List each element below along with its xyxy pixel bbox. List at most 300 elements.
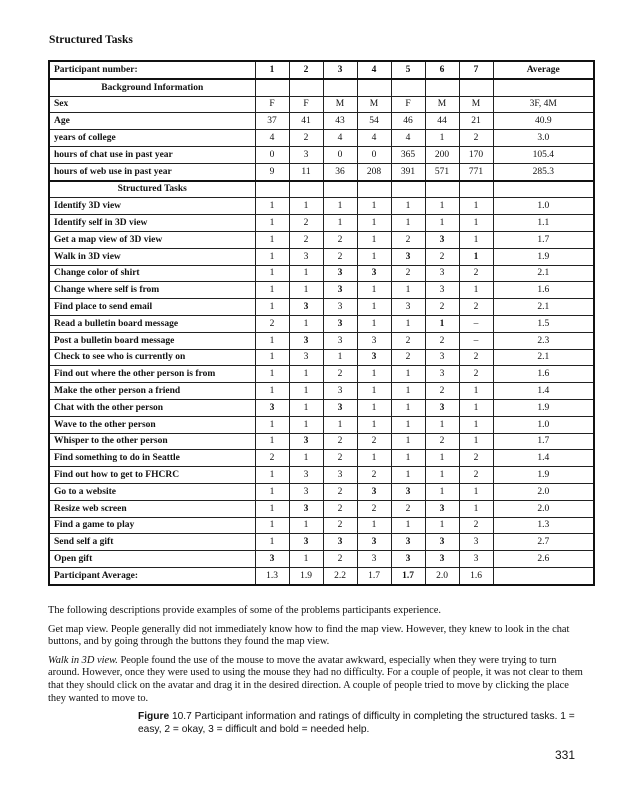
rating-cell: 3: [289, 248, 323, 265]
rating-cell: 1: [357, 416, 391, 433]
rating-cell: 3: [425, 349, 459, 366]
rating-cell: 1: [289, 383, 323, 400]
rating-cell: M: [323, 96, 357, 113]
rating-cell: 3: [289, 467, 323, 484]
rating-cell: 2: [391, 265, 425, 282]
rating-cell: 3: [357, 534, 391, 551]
row-label: Walk in 3D view: [49, 248, 255, 265]
table-row: [49, 96, 594, 113]
empty-cell: [357, 181, 391, 198]
rating-cell: 2: [391, 231, 425, 248]
rating-cell: 1: [391, 198, 425, 215]
rating-cell: 1: [391, 450, 425, 467]
participant-average-value: 1.7: [357, 567, 391, 584]
participant-average-row: [49, 567, 594, 584]
participant-number-label: Participant number:: [49, 61, 255, 79]
row-label: Whisper to the other person: [49, 433, 255, 450]
table-row: [49, 349, 594, 366]
table-row: [49, 416, 594, 433]
rating-cell: 1: [391, 399, 425, 416]
table-row: [49, 534, 594, 551]
rating-cell: 1: [357, 450, 391, 467]
rating-cell: 2: [323, 248, 357, 265]
rating-cell: 1: [459, 433, 493, 450]
rating-cell: 3: [323, 265, 357, 282]
row-label: Change where self is from: [49, 282, 255, 299]
participant-number-6: 6: [425, 61, 459, 79]
rating-cell: 2: [425, 383, 459, 400]
rating-cell: 3: [255, 399, 289, 416]
rating-cell: 1: [289, 416, 323, 433]
row-label: Wave to the other person: [49, 416, 255, 433]
row-average: 105.4: [493, 146, 594, 163]
rating-cell: 2: [459, 265, 493, 282]
row-average: 1.6: [493, 366, 594, 383]
rating-cell: 2: [323, 450, 357, 467]
rating-cell: 1: [425, 416, 459, 433]
row-average: 2.1: [493, 349, 594, 366]
rating-cell: 2: [459, 450, 493, 467]
rating-cell: 1: [391, 467, 425, 484]
rating-cell: 1: [323, 349, 357, 366]
rating-cell: 3: [289, 534, 323, 551]
participant-number-2: 2: [289, 61, 323, 79]
rating-cell: 2: [323, 500, 357, 517]
rating-cell: 4: [357, 130, 391, 147]
rating-cell: 3: [391, 551, 425, 568]
figure-caption-text: 10.7 Participant information and ratings of difficulty in completing the structured tasks. 1 = easy, 2 = okay, 3 = difficult and bold = needed help.: [138, 711, 575, 735]
row-average: 1.9: [493, 248, 594, 265]
rating-cell: 1: [289, 198, 323, 215]
rating-cell: 1: [323, 215, 357, 232]
rating-cell: 1: [255, 366, 289, 383]
rating-cell: 1: [323, 198, 357, 215]
rating-cell: 4: [391, 130, 425, 147]
body-text: [48, 605, 588, 705]
row-label: Make the other person a friend: [49, 383, 255, 400]
empty-cell: [493, 181, 594, 198]
rating-cell: 1: [289, 315, 323, 332]
rating-cell: 2: [323, 231, 357, 248]
row-average: 1.4: [493, 450, 594, 467]
rating-cell: 2: [255, 450, 289, 467]
table-row: [49, 483, 594, 500]
empty-cell: [425, 181, 459, 198]
row-label: hours of web use in past year: [49, 163, 255, 180]
row-label: Identify 3D view: [49, 198, 255, 215]
rating-cell: 9: [255, 163, 289, 180]
row-label: Find something to do in Seattle: [49, 450, 255, 467]
rating-cell: 1: [357, 299, 391, 316]
empty-cell: [255, 79, 289, 96]
rating-cell: 1: [255, 265, 289, 282]
rating-cell: 571: [425, 163, 459, 180]
rating-cell: 2: [289, 231, 323, 248]
table-row: [49, 146, 594, 163]
rating-cell: 2: [357, 500, 391, 517]
walk-3d-text: People found the use of the mouse to move the avatar awkward, especially when they were trying to turn around. However, once they were used to using the mouse they had no difficulty. For a couple of people, it was not clear to them that they should click on the avatar and drag it in the desired direction. A couple of people tried to move by clicking the place they wanted to move to.: [48, 654, 583, 704]
rating-cell: –: [459, 332, 493, 349]
rating-cell: 1: [459, 483, 493, 500]
row-label: years of college: [49, 130, 255, 147]
rating-cell: 1: [357, 366, 391, 383]
rating-cell: 1: [255, 517, 289, 534]
rating-cell: 3: [425, 500, 459, 517]
rating-cell: 1: [459, 198, 493, 215]
rating-cell: 2: [425, 248, 459, 265]
rating-cell: 3: [289, 500, 323, 517]
walk-3d-lead: Walk in 3D view.: [48, 654, 118, 666]
rating-cell: 44: [425, 113, 459, 130]
empty-cell: [289, 181, 323, 198]
rating-cell: 3: [459, 534, 493, 551]
rating-cell: 4: [323, 130, 357, 147]
rating-cell: 1: [357, 231, 391, 248]
rating-cell: 1: [255, 349, 289, 366]
row-average: 1.9: [493, 399, 594, 416]
empty-cell: [255, 181, 289, 198]
structured-tasks-heading: Structured Tasks: [49, 181, 255, 198]
rating-cell: 1: [391, 383, 425, 400]
row-average: 2.1: [493, 299, 594, 316]
table-row: [49, 332, 594, 349]
rating-cell: 1: [391, 416, 425, 433]
rating-cell: 3: [357, 349, 391, 366]
rating-cell: 1: [255, 299, 289, 316]
participant-header-row: [49, 61, 594, 79]
rating-cell: 3: [323, 399, 357, 416]
row-average: 1.7: [493, 433, 594, 450]
rating-cell: 1: [425, 130, 459, 147]
rating-cell: 2: [459, 130, 493, 147]
row-average: 285.3: [493, 163, 594, 180]
row-label: Change color of shirt: [49, 265, 255, 282]
rating-cell: 3: [323, 332, 357, 349]
rating-cell: 1: [425, 517, 459, 534]
rating-cell: 36: [323, 163, 357, 180]
row-average: 3F, 4M: [493, 96, 594, 113]
rating-cell: M: [357, 96, 391, 113]
rating-cell: 2: [391, 500, 425, 517]
table-row: [49, 198, 594, 215]
row-average: 2.3: [493, 332, 594, 349]
rating-cell: 3: [425, 551, 459, 568]
participant-average-value: 1.7: [391, 567, 425, 584]
rating-cell: 2: [323, 483, 357, 500]
figure-label: Figure: [138, 711, 170, 722]
empty-cell: [289, 79, 323, 96]
table-row: [49, 231, 594, 248]
rating-cell: 1: [255, 383, 289, 400]
rating-cell: 1: [255, 332, 289, 349]
participant-average-value: 1.3: [255, 567, 289, 584]
empty-cell: [323, 181, 357, 198]
rating-cell: 1: [289, 450, 323, 467]
rating-cell: 1: [425, 315, 459, 332]
table-row: [49, 467, 594, 484]
rating-cell: 1: [459, 215, 493, 232]
rating-cell: 43: [323, 113, 357, 130]
rating-cell: 1: [323, 416, 357, 433]
rating-cell: 2: [459, 366, 493, 383]
rating-cell: 1: [425, 450, 459, 467]
rating-cell: 2: [459, 517, 493, 534]
rating-cell: 1: [425, 198, 459, 215]
table-row: [49, 299, 594, 316]
intro-paragraph: The following descriptions provide examples of some of the problems participants experience.: [48, 605, 441, 616]
empty-cell: [391, 181, 425, 198]
rating-cell: 365: [391, 146, 425, 163]
row-average: 2.0: [493, 500, 594, 517]
rating-cell: 1: [255, 467, 289, 484]
row-average: 1.0: [493, 416, 594, 433]
rating-cell: 1: [289, 517, 323, 534]
rating-cell: 21: [459, 113, 493, 130]
row-average: 2.7: [493, 534, 594, 551]
rating-cell: 3: [323, 383, 357, 400]
row-label: Chat with the other person: [49, 399, 255, 416]
rating-cell: F: [391, 96, 425, 113]
rating-cell: 1: [255, 500, 289, 517]
participant-number-1: 1: [255, 61, 289, 79]
rating-cell: 1: [391, 366, 425, 383]
rating-cell: 1: [255, 198, 289, 215]
rating-cell: 37: [255, 113, 289, 130]
rating-cell: 54: [357, 113, 391, 130]
rating-cell: M: [425, 96, 459, 113]
walk-3d-paragraph: [48, 655, 588, 705]
rating-cell: 1: [459, 282, 493, 299]
rating-cell: M: [459, 96, 493, 113]
rating-cell: F: [255, 96, 289, 113]
table-row: [49, 282, 594, 299]
rating-cell: 1: [459, 383, 493, 400]
row-average: 1.5: [493, 315, 594, 332]
table-row: [49, 315, 594, 332]
row-average: 40.9: [493, 113, 594, 130]
rating-cell: 1: [255, 248, 289, 265]
rating-cell: 1: [459, 500, 493, 517]
rating-cell: 1: [255, 416, 289, 433]
rating-cell: 3: [323, 467, 357, 484]
rating-cell: 2: [323, 517, 357, 534]
rating-cell: 1: [357, 282, 391, 299]
table-row: [49, 215, 594, 232]
rating-cell: 3: [425, 534, 459, 551]
table-row: [49, 248, 594, 265]
rating-cell: 3: [323, 299, 357, 316]
participant-number-5: 5: [391, 61, 425, 79]
rating-cell: 1: [289, 399, 323, 416]
rating-cell: 170: [459, 146, 493, 163]
rating-cell: 1: [289, 282, 323, 299]
table-row: [49, 500, 594, 517]
rating-cell: 1: [357, 315, 391, 332]
rating-cell: 1: [255, 231, 289, 248]
rating-cell: 11: [289, 163, 323, 180]
rating-cell: –: [459, 315, 493, 332]
table-row: [49, 399, 594, 416]
participant-average-value: 2.2: [323, 567, 357, 584]
row-label: Go to a website: [49, 483, 255, 500]
participant-average-value: 2.0: [425, 567, 459, 584]
rating-cell: 46: [391, 113, 425, 130]
rating-cell: 1: [289, 366, 323, 383]
rating-cell: 1: [289, 265, 323, 282]
row-label: Send self a gift: [49, 534, 255, 551]
rating-cell: 3: [357, 332, 391, 349]
rating-cell: 1: [391, 517, 425, 534]
rating-cell: 3: [323, 282, 357, 299]
rating-cell: 4: [255, 130, 289, 147]
rating-cell: 3: [289, 483, 323, 500]
rating-cell: 3: [323, 315, 357, 332]
rating-cell: 1: [459, 231, 493, 248]
row-average: 2.6: [493, 551, 594, 568]
rating-cell: 1: [357, 383, 391, 400]
participant-number-7: 7: [459, 61, 493, 79]
empty-cell: [391, 79, 425, 96]
row-label: Find place to send email: [49, 299, 255, 316]
background-information-heading: Background Information: [49, 79, 255, 96]
rating-cell: 3: [459, 551, 493, 568]
table-row: [49, 551, 594, 568]
rating-cell: 2: [289, 215, 323, 232]
rating-cell: 3: [357, 551, 391, 568]
rating-cell: 1: [391, 315, 425, 332]
rating-cell: 1: [425, 215, 459, 232]
row-average: 1.6: [493, 282, 594, 299]
rating-cell: 1: [255, 215, 289, 232]
participant-average-value: 1.6: [459, 567, 493, 584]
rating-cell: 2: [391, 332, 425, 349]
rating-cell: 1: [357, 198, 391, 215]
rating-cell: 1: [357, 248, 391, 265]
rating-cell: 1: [255, 433, 289, 450]
rating-cell: 3: [289, 299, 323, 316]
empty-cell: [425, 79, 459, 96]
row-label: Age: [49, 113, 255, 130]
map-view-text: People generally did not immediately know how to find the map view. However, they knew to look in the chat buttons, and by going through the buttons they found the map view.: [48, 623, 570, 648]
rating-cell: 2: [323, 551, 357, 568]
rating-cell: 1: [425, 467, 459, 484]
structured-tasks-heading-row: [49, 181, 594, 198]
rating-cell: 1: [459, 416, 493, 433]
page-number: 331: [555, 748, 576, 762]
row-label: Check to see who is currently on: [49, 349, 255, 366]
rating-cell: 1: [255, 534, 289, 551]
rating-cell: 3: [289, 433, 323, 450]
rating-cell: 3: [357, 483, 391, 500]
participant-number-3: 3: [323, 61, 357, 79]
table-row: [49, 130, 594, 147]
rating-cell: 1: [357, 399, 391, 416]
rating-cell: 3: [357, 265, 391, 282]
rating-cell: 771: [459, 163, 493, 180]
rating-cell: 2: [323, 433, 357, 450]
rating-cell: 391: [391, 163, 425, 180]
rating-cell: 2: [459, 349, 493, 366]
table-row: [49, 113, 594, 130]
background-information-heading-row: [49, 79, 594, 96]
rating-cell: 3: [425, 366, 459, 383]
table-row: [49, 265, 594, 282]
row-label: Find out how to get to FHCRC: [49, 467, 255, 484]
rating-cell: 1: [425, 483, 459, 500]
empty-cell: [323, 79, 357, 96]
rating-cell: 2: [289, 130, 323, 147]
rating-cell: 3: [323, 534, 357, 551]
row-average: 1.9: [493, 467, 594, 484]
rating-cell: 2: [459, 467, 493, 484]
empty-cell: [357, 79, 391, 96]
rating-cell: 2: [357, 433, 391, 450]
rating-cell: 2: [425, 299, 459, 316]
table-row: [49, 517, 594, 534]
rating-cell: 3: [289, 349, 323, 366]
rating-cell: F: [289, 96, 323, 113]
structured-tasks-table: [48, 60, 595, 586]
rating-cell: 3: [425, 399, 459, 416]
empty-cell: [459, 79, 493, 96]
rating-cell: 1: [459, 248, 493, 265]
map-view-paragraph: [48, 624, 588, 649]
row-label: hours of chat use in past year: [49, 146, 255, 163]
rating-cell: 3: [289, 332, 323, 349]
rating-cell: 2: [391, 349, 425, 366]
rating-cell: 3: [391, 248, 425, 265]
participant-average-value: 1.9: [289, 567, 323, 584]
row-label: Sex: [49, 96, 255, 113]
participant-number-4: 4: [357, 61, 391, 79]
rating-cell: 0: [357, 146, 391, 163]
rating-cell: 3: [425, 231, 459, 248]
rating-cell: 1: [255, 483, 289, 500]
row-label: Open gift: [49, 551, 255, 568]
rating-cell: 0: [323, 146, 357, 163]
rating-cell: 3: [391, 483, 425, 500]
row-average: 1.3: [493, 517, 594, 534]
table-row: [49, 163, 594, 180]
rating-cell: 3: [425, 282, 459, 299]
rating-cell: 1: [357, 215, 391, 232]
rating-cell: 0: [255, 146, 289, 163]
empty-cell: [493, 79, 594, 96]
row-label: Find out where the other person is from: [49, 366, 255, 383]
table-row: [49, 450, 594, 467]
page-header-title: Structured Tasks: [49, 34, 133, 46]
rating-cell: 2: [459, 299, 493, 316]
row-average: 2.0: [493, 483, 594, 500]
row-average: 2.1: [493, 265, 594, 282]
row-label: Resize web screen: [49, 500, 255, 517]
rating-cell: 200: [425, 146, 459, 163]
participant-average-label: Participant Average:: [49, 567, 255, 584]
rating-cell: 1: [255, 282, 289, 299]
rating-cell: 41: [289, 113, 323, 130]
row-average: 3.0: [493, 130, 594, 147]
rating-cell: 1: [391, 433, 425, 450]
row-label: Find a game to play: [49, 517, 255, 534]
rating-cell: 3: [425, 265, 459, 282]
rating-cell: 2: [255, 315, 289, 332]
empty-cell: [459, 181, 493, 198]
row-average: 1.1: [493, 215, 594, 232]
table-row: [49, 366, 594, 383]
rating-cell: 2: [425, 332, 459, 349]
average-header: Average: [493, 61, 594, 79]
rating-cell: 2: [357, 467, 391, 484]
